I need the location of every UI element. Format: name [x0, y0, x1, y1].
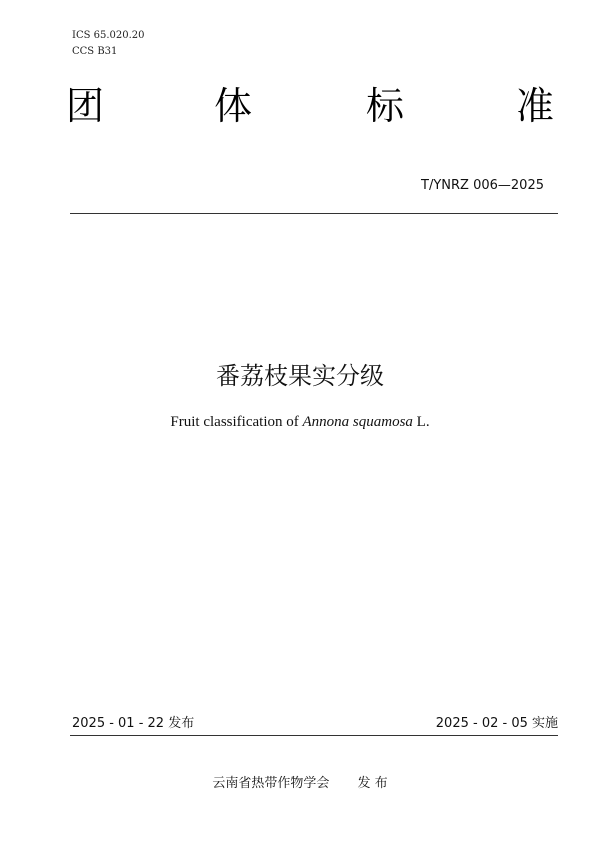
ics-code: ICS 65.020.20 — [72, 30, 145, 41]
title-english-prefix: Fruit classification of — [170, 414, 303, 430]
footer-divider — [70, 735, 558, 736]
title-english-suffix: L. — [412, 414, 430, 430]
issue-date: 2025 - 01 - 22 发布 — [72, 716, 195, 731]
publisher-name: 云南省热带作物学会 — [212, 776, 330, 791]
implement-date: 2025 - 02 - 05 实施 — [435, 716, 558, 731]
header-char-1: 团 — [66, 84, 105, 128]
publisher-action: 发 布 — [357, 776, 388, 791]
title-english-species: Annona squamosa — [302, 414, 413, 430]
header-char-4: 准 — [516, 84, 555, 128]
title-chinese: 番荔枝果实分级 — [216, 362, 384, 390]
title-english — [0, 413, 600, 431]
publisher-line — [0, 776, 600, 792]
header-divider — [70, 213, 558, 214]
header-char-2: 体 — [214, 84, 253, 128]
header-char-3: 标 — [366, 84, 405, 128]
ccs-code: CCS B31 — [72, 46, 118, 57]
document-number: T/YNRZ 006—2025 — [421, 178, 544, 193]
